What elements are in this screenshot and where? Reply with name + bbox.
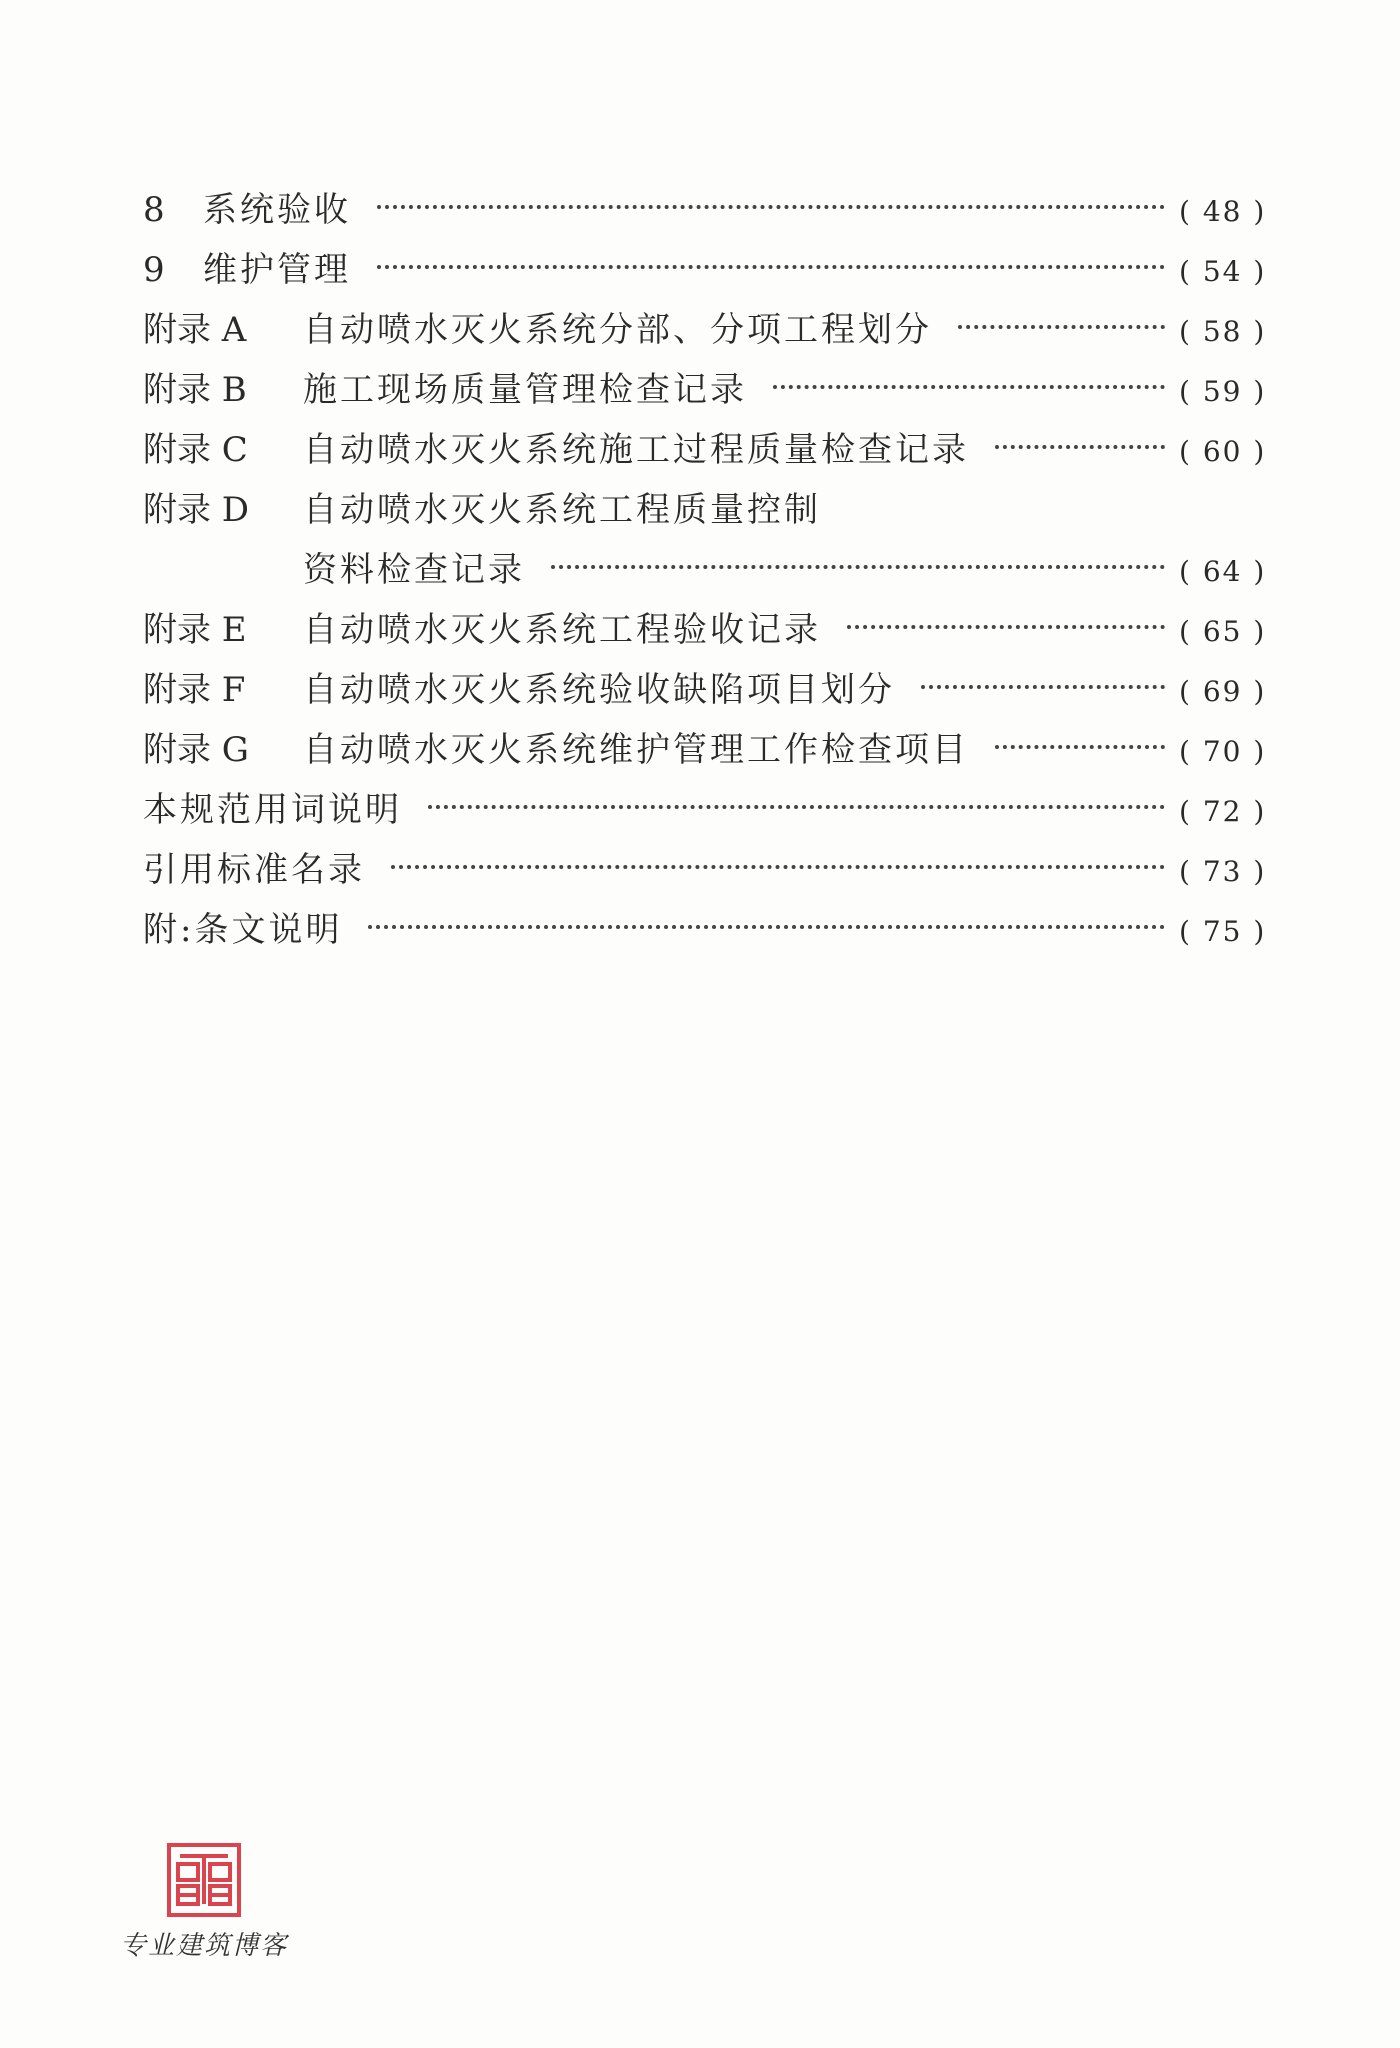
toc-entry-title: 自动喷水灭火系统分部、分项工程划分 xyxy=(303,310,932,350)
toc-entry-number: 附录 A xyxy=(143,310,247,350)
toc-entry[interactable] xyxy=(143,360,1267,420)
toc-entry-title: 引用标准名录 xyxy=(143,850,365,890)
toc-entry-title: 自动喷水灭火系统工程验收记录 xyxy=(303,610,821,650)
toc-leader-dots xyxy=(551,565,1165,569)
toc-leader-dots xyxy=(377,205,1165,209)
toc-entry[interactable] xyxy=(143,180,1267,240)
table-of-contents xyxy=(143,180,1267,960)
toc-entry[interactable] xyxy=(143,840,1267,900)
toc-leader-dots xyxy=(391,865,1165,869)
toc-leader-dots xyxy=(847,625,1165,629)
toc-entry-title: 自动喷水灭火系统验收缺陷项目划分 xyxy=(303,670,895,710)
toc-entry-page: ( 73 ) xyxy=(1179,855,1267,888)
toc-entry[interactable] xyxy=(143,420,1267,480)
toc-entry-page: ( 72 ) xyxy=(1179,795,1267,828)
toc-leader-dots xyxy=(958,325,1165,329)
seal-logo-icon xyxy=(166,1842,242,1918)
toc-leader-dots xyxy=(995,445,1165,449)
toc-entry-title: 自动喷水灭火系统维护管理工作检查项目 xyxy=(303,730,969,770)
toc-entry-page: ( 59 ) xyxy=(1179,375,1267,408)
toc-leader-dots xyxy=(377,265,1165,269)
toc-entry-number: 8 xyxy=(143,190,165,230)
toc-entry-page: ( 70 ) xyxy=(1179,735,1267,768)
toc-entry[interactable] xyxy=(143,780,1267,840)
toc-entry[interactable] xyxy=(143,240,1267,300)
toc-entry-continuation[interactable] xyxy=(143,540,1267,600)
toc-entry-title: 附:条文说明 xyxy=(143,910,343,950)
toc-entry-number: 附录 D xyxy=(143,490,250,530)
toc-entry-page: ( 65 ) xyxy=(1179,615,1267,648)
toc-entry-page: ( 64 ) xyxy=(1179,555,1267,588)
toc-leader-dots xyxy=(995,745,1165,749)
toc-entry-page: ( 58 ) xyxy=(1179,315,1267,348)
toc-entry-number: 附录 G xyxy=(143,730,249,770)
toc-entry[interactable] xyxy=(143,720,1267,780)
toc-entry[interactable] xyxy=(143,900,1267,960)
toc-entry-title: 自动喷水灭火系统工程质量控制 xyxy=(303,490,821,530)
toc-entry[interactable] xyxy=(143,300,1267,360)
toc-entry-number: 附录 E xyxy=(143,610,247,650)
toc-entry-title: 资料检查记录 xyxy=(303,550,525,590)
toc-entry-number: 9 xyxy=(143,250,165,290)
toc-entry-title: 维护管理 xyxy=(203,250,351,290)
toc-leader-dots xyxy=(428,805,1165,809)
toc-entry-number: 附录 C xyxy=(143,430,248,470)
toc-leader-dots xyxy=(773,385,1165,389)
watermark-caption: 专业建筑博客 xyxy=(120,1931,289,1961)
toc-entry-title: 自动喷水灭火系统施工过程质量检查记录 xyxy=(303,430,969,470)
toc-leader-dots xyxy=(368,925,1165,929)
toc-entry[interactable] xyxy=(143,600,1267,660)
toc-entry-number: 附录 B xyxy=(143,370,247,410)
toc-entry-title: 系统验收 xyxy=(203,190,351,230)
toc-entry-number: 附录 F xyxy=(143,670,246,710)
toc-entry[interactable] xyxy=(143,480,1263,540)
toc-entry-title: 施工现场质量管理检查记录 xyxy=(303,370,747,410)
toc-entry-page: ( 60 ) xyxy=(1179,435,1267,468)
toc-entry[interactable] xyxy=(143,660,1267,720)
toc-entry-page: ( 75 ) xyxy=(1179,915,1267,948)
toc-entry-page: ( 48 ) xyxy=(1179,195,1267,228)
toc-entry-title: 本规范用词说明 xyxy=(143,790,402,830)
toc-entry-page: ( 69 ) xyxy=(1179,675,1267,708)
toc-entry-page: ( 54 ) xyxy=(1179,255,1267,288)
toc-leader-dots xyxy=(921,685,1165,689)
